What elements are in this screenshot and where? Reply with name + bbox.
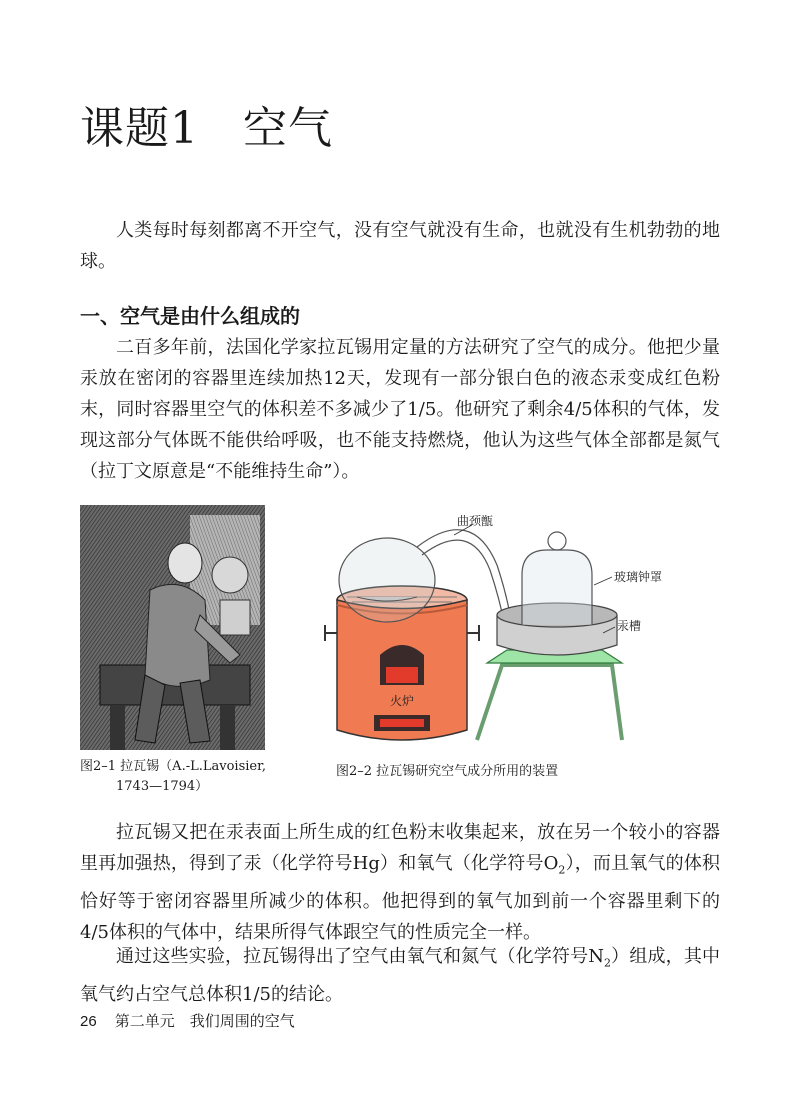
figure2-caption: 图2–2 拉瓦锡研究空气成分所用的装置 [336, 764, 559, 779]
figure1-caption-line1: 图2–1 拉瓦锡（A.-L.Lavoisier, [80, 759, 267, 774]
furnace-label: 火炉 [389, 694, 415, 708]
unit-title: 第二单元 我们周围的空气 [114, 1012, 295, 1030]
intro-paragraph: 人类每时每刻都离不开空气，没有空气就没有生命，也就没有生机勃勃的地球。 [80, 220, 720, 272]
figure1-caption-line2: 1743—1794） [116, 779, 209, 794]
bell-jar-label: 玻璃钟罩 [614, 570, 663, 584]
p2-text-b: ），而且氧气的体积恰好等于密闭容器里所减少的体积。他把得到的氧气加到前一个容器里剩下的4/5体积的气体中，结果所得气体跟空气的性质完全一样。 [80, 853, 720, 943]
title-main: 空气 [243, 103, 333, 154]
retort-label: 曲颈甑 [457, 514, 494, 528]
p2-subscript: 2 [558, 863, 566, 877]
figure1-caption [80, 757, 266, 797]
apparatus-diagram [322, 505, 702, 750]
section-heading: 一、空气是由什么组成的 [80, 304, 300, 328]
trough-label: 汞槽 [617, 619, 642, 633]
title-prefix: 课题1 [80, 103, 199, 154]
p3-subscript: 2 [604, 956, 612, 970]
page-footer [80, 1010, 295, 1031]
p3-text-a: 通过这些实验，拉瓦锡得出了空气由氧气和氮气（化学符号N [116, 946, 605, 967]
p3-text-b: ）组成，其中氧气约占空气总体积1/5的结论。 [80, 946, 720, 1005]
p2-text-a: 拉瓦锡又把在汞表面上所生成的红色粉末收集起来，放在另一个较小的容器里再加强热，得到了汞（化学符号Hg）和氧气（化学符号O [80, 822, 720, 874]
page-number: 26 [80, 1013, 97, 1030]
section2-paragraph-1 [80, 817, 720, 948]
page-title [80, 92, 333, 156]
section1-paragraph: 二百多年前，法国化学家拉瓦锡用定量的方法研究了空气的成分。他把少量汞放在密闭的容器里连续加热12天，发现有一部分银白色的液态汞变成红色粉末，同时容器里空气的体积差不多减少了1/5。他研究了剩余4/5体积的气体，发现这部分气体既不能供给呼吸，也不能支持燃烧，他认为这些气体全部都是氮气（拉丁文原意是“不能维持生命”）。 [80, 337, 720, 482]
section2-paragraph-2 [80, 941, 720, 1010]
lavoisier-portrait [80, 505, 265, 750]
